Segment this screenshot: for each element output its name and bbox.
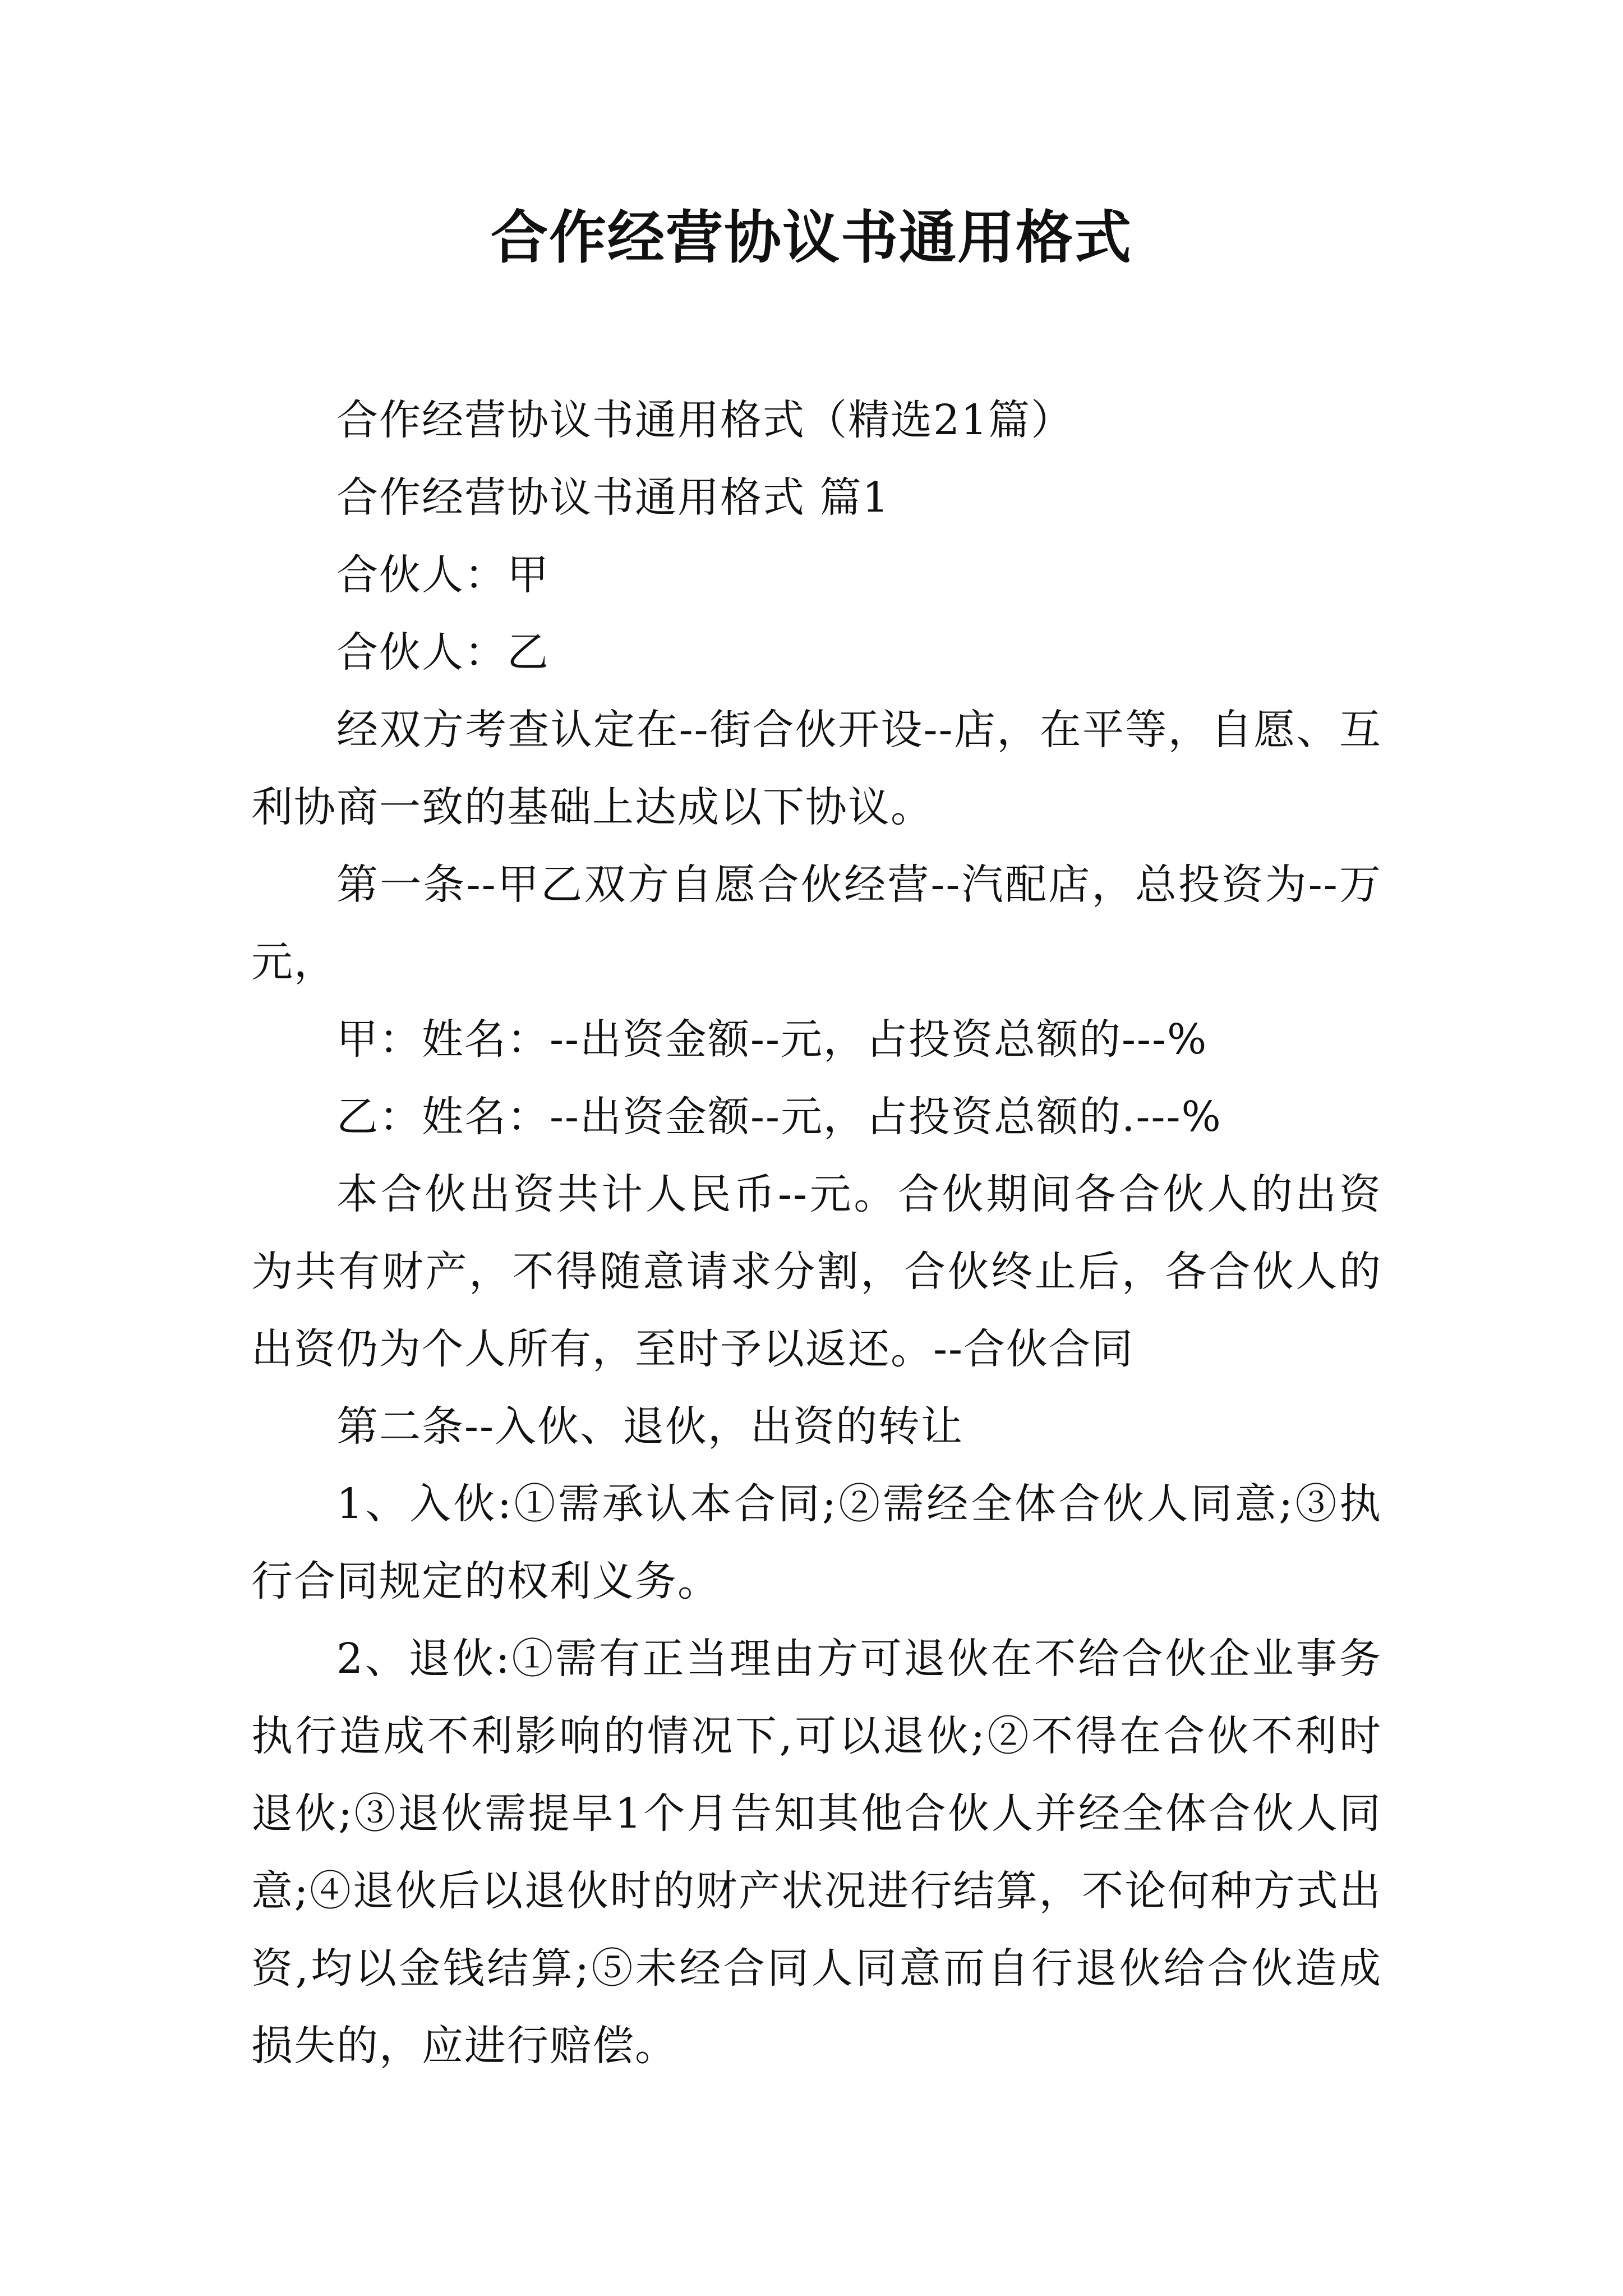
paragraph-partner-a: 合伙人：甲 xyxy=(336,551,550,599)
document-title: 合作经营协议书通用格式 xyxy=(491,205,1132,272)
paragraph-article-1: 第一条--甲乙双方自愿合伙经营--汽配店，总投资为--万元， xyxy=(251,861,1382,986)
paragraph-preamble: 经双方考查认定在--街合伙开设--店，在平等，自愿、互利协商一致的基础上达成以下协议。 xyxy=(251,706,1382,831)
paragraph-joining: 1、入伙:①需承认本合同;②需经全体合伙人同意;③执行合同规定的权利义务。 xyxy=(251,1480,1382,1605)
paragraph-total-capital: 本合伙出资共计人民币--元。合伙期间各合伙人的出资为共有财产，不得随意请求分割，合伙终止后，各合伙人的出资仍为个人所有，至时予以返还。--合伙合同 xyxy=(251,1170,1382,1373)
paragraph-article-2: 第二条--入伙、退伙，出资的转让 xyxy=(336,1402,964,1451)
paragraph-investment-b: 乙：姓名：--出资金额--元，占投资总额的.---% xyxy=(336,1093,1222,1141)
paragraph-investment-a: 甲：姓名：--出资金额--元，占投资总额的---% xyxy=(336,1015,1208,1064)
paragraph-withdrawal: 2、退伙:①需有正当理由方可退伙在不给合伙企业事务执行造成不利影响的情况下,可以退伙;②不得在合伙不利时退伙;③退伙需提早1个月告知其他合伙人并经全体合伙人同意;④退伙后以退伙时的财产状况进行结算，不论何种方式出资,均以金钱结算;⑤未经合同人同意而自行退伙给合伙造成损失的，应进行赔偿。 xyxy=(251,1635,1382,2070)
paragraph-partner-b: 合伙人：乙 xyxy=(336,628,550,677)
document-body xyxy=(251,381,1382,2085)
paragraph-subtitle: 合作经营协议书通用格式（精选21篇） xyxy=(336,396,1074,444)
paragraph-section-heading: 合作经营协议书通用格式 篇1 xyxy=(336,473,890,522)
